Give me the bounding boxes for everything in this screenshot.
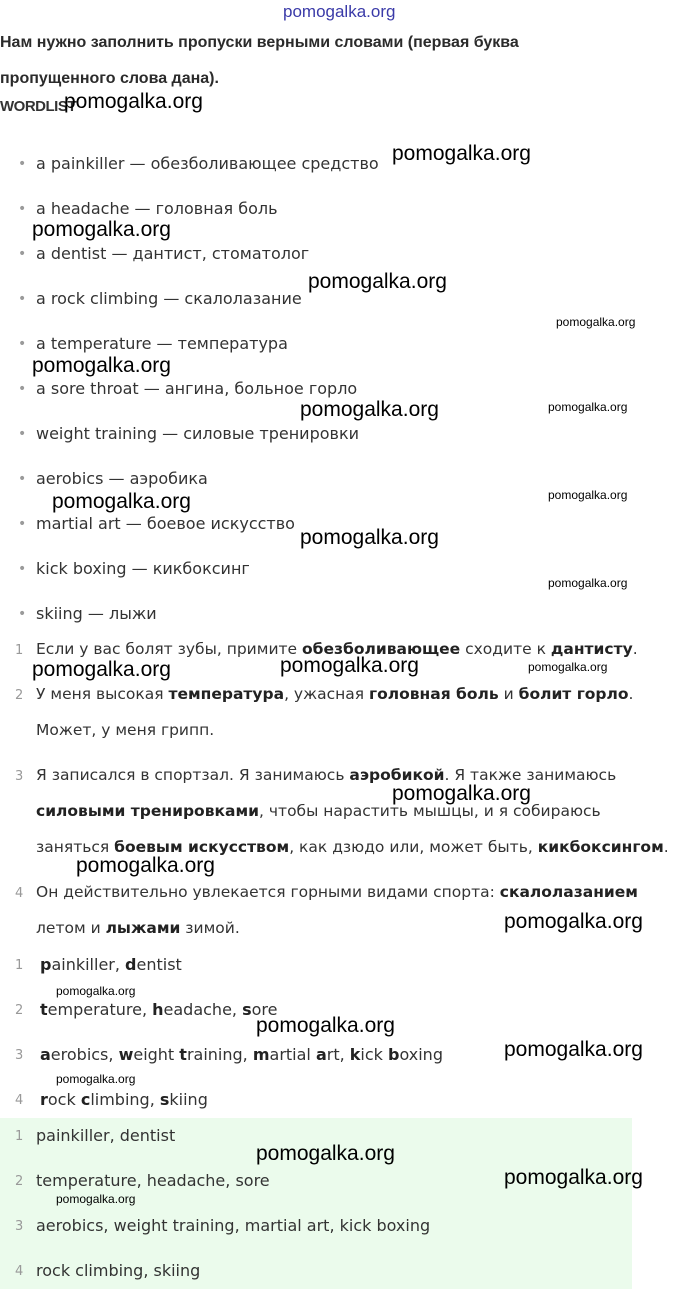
watermark: pomogalka.org (308, 270, 447, 293)
wordlist-item: a painkiller — обезболивающее средство (36, 154, 379, 173)
bullet-icon: • (18, 606, 27, 622)
hint-answer-4: rock climbing, skiing (40, 1090, 208, 1109)
wordlist-label: WORDLIST (0, 98, 76, 115)
sentence-number: 2 (15, 688, 24, 703)
answer-number: 4 (15, 1093, 24, 1108)
answer-number: 3 (15, 1219, 24, 1234)
watermark: pomogalka.org (280, 654, 419, 677)
bullet-icon: • (18, 561, 27, 577)
watermark: pomogalka.org (76, 854, 215, 877)
bullet-icon: • (18, 381, 27, 397)
watermark: pomogalka.org (32, 658, 171, 681)
bullet-icon: • (18, 156, 27, 172)
bullet-icon: • (18, 336, 27, 352)
wordlist-item: weight training — силовые тренировки (36, 424, 360, 443)
hint-answer-2: temperature, headache, sore (40, 1000, 278, 1019)
final-answer-4: rock climbing, skiing (36, 1261, 201, 1280)
answer-number: 3 (15, 1048, 24, 1063)
answer-number: 4 (15, 1264, 24, 1279)
wordlist-item: aerobics — аэробика (36, 469, 208, 488)
sentence-2: У меня высокая температура, ужасная головная боль и болит горло. (36, 685, 634, 703)
watermark: pomogalka.org (504, 1166, 643, 1189)
sentence-2-line2: Может, у меня грипп. (36, 721, 215, 739)
watermark: pomogalka.org (548, 488, 628, 502)
watermark: pomogalka.org (256, 1142, 395, 1165)
answer-number: 1 (15, 958, 24, 973)
wordlist-item: martial art — боевое искусство (36, 514, 295, 533)
wordlist-item: a headache — головная боль (36, 199, 278, 218)
sentence-4-line1: Он действительно увлекается горными видами спорта: скалолазанием (36, 883, 638, 901)
sentence-3-line1: Я записался в спортзал. Я занимаюсь аэробикой. Я также занимаюсь (36, 766, 617, 784)
watermark: pomogalka.org (300, 526, 439, 549)
watermark: pomogalka.org (56, 984, 136, 998)
final-answer-1: painkiller, dentist (36, 1126, 176, 1145)
hint-answer-3: aerobics, weight training, martial art, kick boxing (40, 1045, 443, 1064)
bullet-icon: • (18, 426, 27, 442)
sentence-3-line2: силовыми тренировками, чтобы нарастить мышцы, и я собираюсь (36, 802, 601, 820)
sentence-number: 1 (15, 643, 24, 658)
bullet-icon: • (18, 246, 27, 262)
sentence-number: 3 (15, 769, 24, 784)
watermark: pomogalka.org (32, 218, 171, 241)
final-answer-3: aerobics, weight training, martial art, kick boxing (36, 1216, 431, 1235)
header-watermark: pomogalka.org (283, 2, 396, 21)
wordlist-item: kick boxing — кикбоксинг (36, 559, 250, 578)
watermark: pomogalka.org (392, 142, 531, 165)
bullet-icon: • (18, 516, 27, 532)
watermark: pomogalka.org (548, 576, 628, 590)
watermark: pomogalka.org (392, 782, 531, 805)
watermark: pomogalka.org (56, 1192, 136, 1206)
answer-number: 2 (15, 1174, 24, 1189)
wordlist-item: a rock climbing — скалолазание (36, 289, 302, 308)
watermark: pomogalka.org (504, 1038, 643, 1061)
watermark: pomogalka.org (52, 490, 191, 513)
bullet-icon: • (18, 471, 27, 487)
final-answer-2: temperature, headache, sore (36, 1171, 270, 1190)
answer-number: 2 (15, 1003, 24, 1018)
answer-number: 1 (15, 1129, 24, 1144)
watermark: pomogalka.org (556, 315, 636, 329)
sentence-3-line3: заняться боевым искусством, как дзюдо или, может быть, кикбоксингом. (36, 838, 669, 856)
watermark: pomogalka.org (32, 354, 171, 377)
wordlist-item: skiing — лыжи (36, 604, 157, 623)
task-title-line1: Нам нужно заполнить пропуски верными словами (первая буква (0, 34, 519, 51)
wordlist-item: a sore throat — ангина, больное горло (36, 379, 358, 398)
watermark: pomogalka.org (528, 660, 608, 674)
watermark: pomogalka.org (56, 1072, 136, 1086)
bullet-icon: • (18, 201, 27, 217)
sentence-4-line2: летом и лыжами зимой. (36, 919, 240, 937)
task-title-line2: пропущенного слова дана). (0, 70, 219, 87)
watermark: pomogalka.org (504, 910, 643, 933)
bullet-icon: • (18, 291, 27, 307)
watermark: pomogalka.org (300, 398, 439, 421)
wordlist-item: a temperature — температура (36, 334, 288, 353)
wordlist-item: a dentist — дантист, стоматолог (36, 244, 310, 263)
sentence-1: Если у вас болят зубы, примите обезболивающее сходите к дантисту. (36, 640, 638, 658)
sentence-number: 4 (15, 886, 24, 901)
watermark: pomogalka.org (64, 90, 203, 113)
watermark: pomogalka.org (256, 1014, 395, 1037)
watermark: pomogalka.org (548, 400, 628, 414)
hint-answer-1: painkiller, dentist (40, 955, 182, 974)
